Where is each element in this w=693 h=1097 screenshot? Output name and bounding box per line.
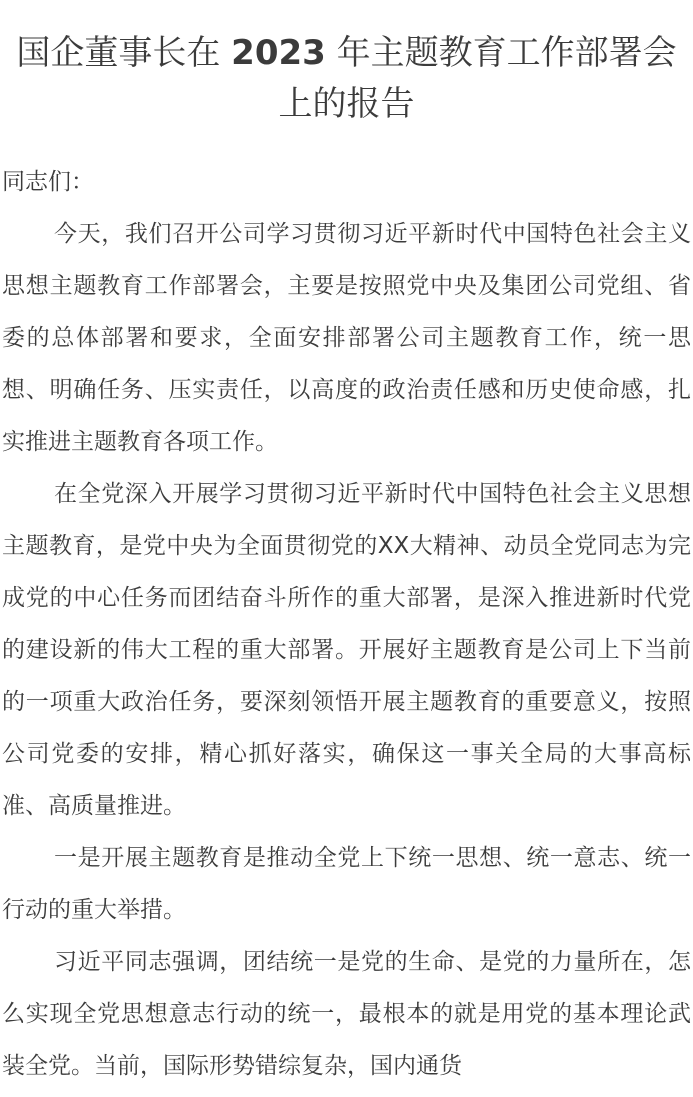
document-title	[2, 0, 691, 130]
title-text-end: 年主题教育工作部署会上的报告	[278, 33, 677, 124]
paragraph: 一是开展主题教育是推动全党上下统一思想、统一意志、统一行动的重大举措。	[2, 845, 691, 923]
title-text-start: 国企董事长在	[16, 33, 221, 73]
paragraph: 今天，我们召开公司学习贯彻习近平新时代中国特色社会主义思想主题教育工作部署会，主要是按照党中央及集团公司党组、省委的总体部署和要求，全面安排部署公司主题教育工作，统一思想、明确任务、压实责任，以高度的政治责任感和历史使命感，扎实推进主题教育各项工作。	[2, 221, 691, 455]
paragraph: 习近平同志强调，团结统一是党的生命、是党的力量所在，怎么实现全党思想意志行动的统一，最根本的就是用党的基本理论武装全党。当前，国际形势错综复杂，国内通货	[2, 949, 691, 1079]
salutation: 同志们：	[2, 169, 94, 195]
title-year: 2023	[231, 33, 326, 73]
paragraph: 在全党深入开展学习贯彻习近平新时代中国特色社会主义思想主题教育，是党中央为全面贯彻党的XX大精神、动员全党同志为完成党的中心任务而团结奋斗所作的重大部署，是深入推进新时代党的建设新的伟大工程的重大部署。开展好主题教育是公司上下当前的一项重大政治任务，要深刻领悟开展主题教育的重要意义，按照公司党委的安排，精心抓好落实，确保这一事关全局的大事高标准、高质量推进。	[2, 481, 691, 819]
